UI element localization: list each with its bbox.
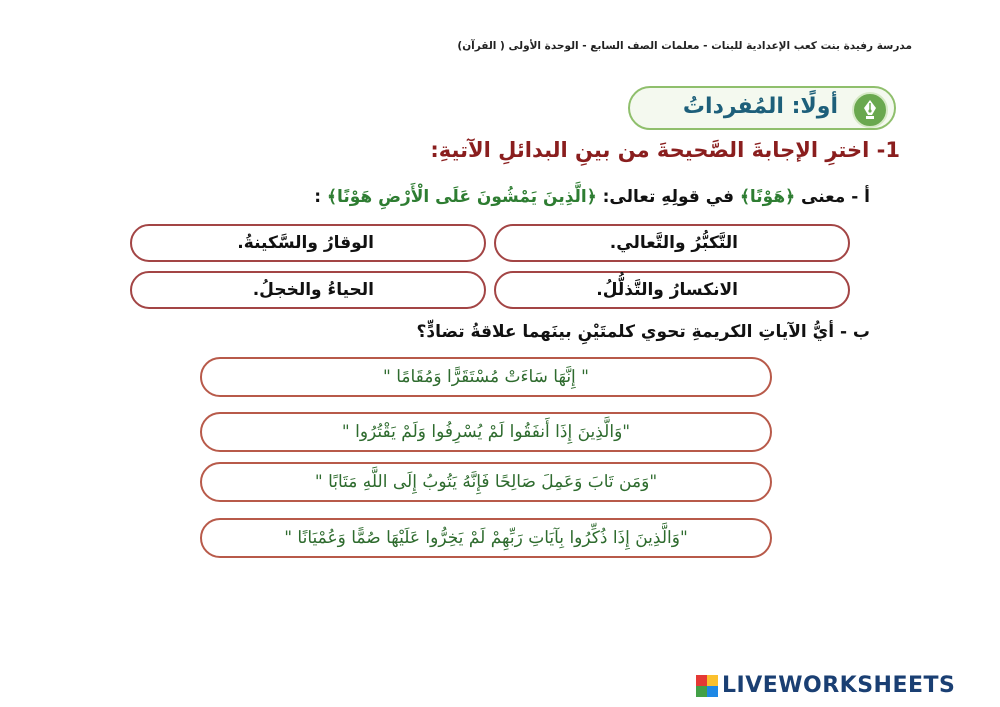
option-a-3[interactable]: الانكسارُ والتَّذلُّلُ. xyxy=(494,271,850,309)
liveworksheets-brand-text: LIVEWORKSHEETS xyxy=(722,673,956,698)
section-title: أولًا: المُفرداتُ xyxy=(682,94,838,119)
part-a-middle: في قولِهِ تعالى: xyxy=(602,187,735,207)
verse-option-1[interactable]: " إِنَّهَا سَاءَتْ مُسْتَقَرًّا وَمُقَامًا " xyxy=(200,357,772,397)
part-a-question xyxy=(314,186,870,207)
option-a-2[interactable]: الوقارُ والسَّكينةُ. xyxy=(130,224,486,262)
liveworksheets-logo xyxy=(696,673,955,698)
section-title-pill xyxy=(628,86,896,130)
part-b-question: ب - أيُّ الآياتِ الكريمةِ تحوي كلمتَيْنِ بينَهما علاقةُ تضادٍّ؟ xyxy=(416,322,870,342)
question-1-title: 1- اخترِ الإجابةَ الصَّحيحةَ من بينِ البدائلِ الآتيةِ: xyxy=(430,138,900,162)
part-a-word: ﴿هَوْنًا﴾ xyxy=(739,187,796,207)
part-a-prefix: أ - معنى xyxy=(801,187,870,207)
part-a-verse: ﴿الَّذِينَ يَمْشُونَ عَلَى الْأَرْضِ هَوْنًا﴾ xyxy=(327,187,597,207)
liveworksheets-logo-icon xyxy=(696,675,718,697)
verse-option-4[interactable]: "وَالَّذِينَ إِذَا ذُكِّرُوا بِآيَاتِ رَبِّهِمْ لَمْ يَخِرُّوا عَلَيْهَا صُمًّا وَعُمْيَانًا " xyxy=(200,518,772,558)
verse-option-2[interactable]: "وَالَّذِينَ إِذَا أَنفَقُوا لَمْ يُسْرِفُوا وَلَمْ يَقْتُرُوا " xyxy=(200,412,772,452)
pen-nib-icon xyxy=(852,92,888,128)
verse-option-3[interactable]: "وَمَن تَابَ وَعَمِلَ صَالِحًا فَإِنَّهُ يَتُوبُ إِلَى اللَّهِ مَتَابًا " xyxy=(200,462,772,502)
school-header: مدرسة رفيدة بنت كعب الإعدادية للبنات - معلمات الصف السابع - الوحدة الأولى ( القرآن) xyxy=(457,40,912,52)
part-a-suffix: : xyxy=(314,187,322,207)
option-a-1[interactable]: التَّكبُّرُ والتَّعالي. xyxy=(494,224,850,262)
option-a-4[interactable]: الحياءُ والخجلُ. xyxy=(130,271,486,309)
